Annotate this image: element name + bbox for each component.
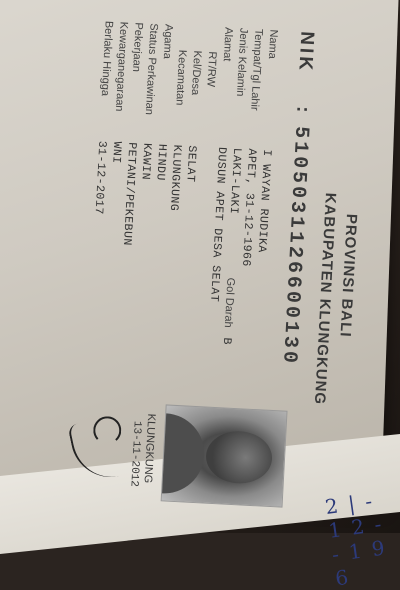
field-label: Gol Darah <box>221 277 237 328</box>
field-value: LAKI-LAKI <box>226 147 244 215</box>
id-photo <box>161 404 288 507</box>
field-value: PETANI/PEKEBUN <box>119 141 139 247</box>
field-label: Kewarganegaraan <box>112 21 130 112</box>
field-value: I WAYAN RUDIKA <box>254 148 274 254</box>
field-label: Jenis Kelamin <box>233 27 250 97</box>
issue-place: KLUNGKUNG <box>141 413 158 484</box>
field-label: Tempat/Tgl Lahir <box>248 28 265 111</box>
field-label: Kecamatan <box>173 49 189 106</box>
issue-date: 13-11-2012 <box>127 420 143 488</box>
id-card <box>22 0 379 534</box>
field-value: B <box>219 337 234 346</box>
field-value: SELAT <box>183 145 199 183</box>
field-value: 31-12-2017 <box>91 140 109 215</box>
field-label: Status Perkawinan <box>142 22 160 116</box>
nik-value: 5105031126600130 <box>276 125 313 367</box>
field-value: APET, 31-12-1966 <box>239 148 259 268</box>
field-value: KLUNGKUNG <box>166 144 184 212</box>
province-title: PROVINSI BALI <box>336 213 360 338</box>
nik-label: NIK <box>294 30 318 74</box>
field-value: WNI <box>109 141 124 165</box>
field-value: KAWIN <box>138 142 154 181</box>
field-label: Kel/Desa <box>188 50 204 96</box>
handwritten-note: 2 | - 1 2 - - 1 9 6 <box>323 488 389 590</box>
photo-body <box>162 413 206 495</box>
field-value: DUSUN APET DESA SELAT <box>207 146 229 303</box>
field-label: Nama <box>265 29 280 60</box>
regency-title: KABUPATEN KLUNGKUNG <box>310 192 340 406</box>
field-label: RT/RW <box>204 51 219 88</box>
field-label: Pekerjaan <box>130 22 145 73</box>
field-label: Alamat <box>220 26 235 62</box>
field-label: Berlaku Hingga <box>98 20 115 97</box>
nik-colon: : <box>292 105 314 114</box>
field-label: Agama <box>160 23 175 60</box>
photo-head <box>205 430 274 485</box>
field-value: HINDU <box>153 143 169 182</box>
